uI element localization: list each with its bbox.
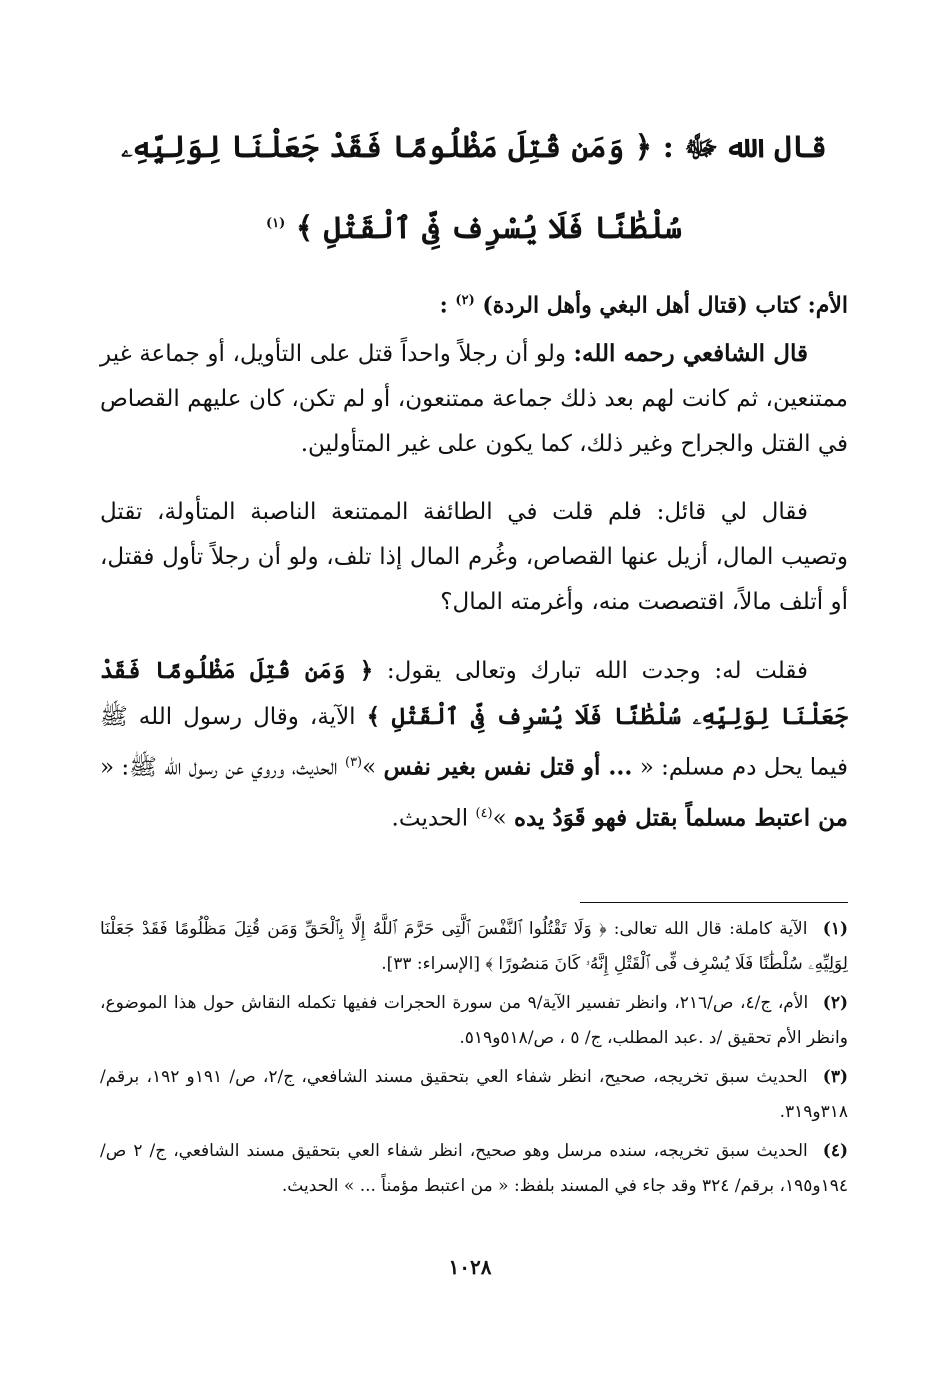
paragraph-1-text: ولو أن رجلاً واحداً قتل على التأويل، أو جماعة غير ممتنعين، ثم كانت لهم بعد ذلك جماعة ممتنعون، أو لم تكن، كان عليهم القصاص في القتل والجراح وغير ذلك، كما يكون على غير المتأولين.: [100, 341, 848, 458]
footnotes: [100, 912, 848, 1208]
footnote-divider: [580, 902, 848, 903]
paragraph-3-footnote-ref-3: (٣): [344, 755, 363, 771]
footnote-text: الحديث سبق تخريجه، سنده مرسل وهو صحيح، انظر شفاء العي بتحقيق مسند الشافعي، ج/ ٢ ص/ ١٩٤و١٩٥، برقم/ ٣٢٤ وقد جاء في المسند بلفظ: « من اعتبط مؤمناً ... » الحديث.: [100, 1141, 848, 1196]
footnote-text: الحديث سبق تخريجه، صحيح، انظر شفاء العي بتحقيق مسند الشافعي، ج/٢، ص/ ١٩١و ١٩٢، برقم/ ٣١٨و٣١٩.: [100, 1067, 848, 1122]
section-title: [100, 281, 848, 325]
paragraph-3-footnote-ref-4: (٤): [475, 805, 493, 821]
paragraph-3-c: »: [362, 754, 377, 781]
footnote-number: (١): [822, 919, 848, 939]
paragraph-3-a: فقلت له: وجدت الله تبارك وتعالى يقول:: [386, 658, 809, 685]
section-footnote-ref: (٢): [455, 293, 475, 308]
heading-ayah: ﴿ وَمَن قُتِلَ مَظْلُومًا فَقَدْ جَعَلْنَا لِوَلِيِّهِۦ سُلْطَٰنًا فَلَا يُسْرِف فِّى ٱلْقَتْلِ ﴾: [121, 130, 682, 246]
heading-lead: قال الله ﷻ :: [662, 130, 827, 165]
footnote-number: (٣): [822, 1067, 849, 1087]
paragraph-3: [100, 648, 848, 841]
footnote-1: [100, 912, 848, 982]
paragraph-2-text: فقال لي قائل: فلم قلت في الطائفة الممتنعة الناصبة المتأولة، تقتل وتصيب المال، أزيل عنها القصاص، وغُرم المال إذا تلف، ولو أن رجلاً تأول فقتل، أو أتلف مالاً، اقتصصت منه، وأغرمته المال؟: [100, 499, 848, 616]
heading-footnote-ref: (١): [266, 216, 286, 231]
section-title-text: الأم: كتاب (قتال أهل البغي وأهل الردة): [482, 292, 848, 319]
paragraph-3-d: الحديث، وروي عن رسول الله ﷺ: «: [100, 754, 338, 781]
page-number: ١٠٢٨: [448, 1255, 492, 1279]
page-body: [100, 110, 848, 865]
paragraph-1-lead: قال الشافعي رحمه الله:: [573, 340, 809, 368]
footnote-text: الآية كاملة: قال الله تعالى: ﴿ وَلَا تَقْتُلُوا ٱلنَّفْسَ ٱلَّتِى حَرَّمَ ٱللَّهُ إِلَّا بِٱلْحَقِّ وَمَن قُتِلَ مَظْلُومًا فَقَدْ جَعَلْنَا لِوَلِيِّهِۦ سُلْطَٰنًا فَلَا يُسْرِف فِّى ٱلْقَتْلِ إِنَّهُۥ كَانَ مَنصُورًا ﴾ [الإسراء: ٣٣].: [100, 919, 848, 974]
quran-verse-heading: [100, 110, 848, 267]
paragraph-1: [100, 331, 848, 467]
footnote-2: [100, 986, 848, 1056]
section-colon: :: [439, 292, 448, 319]
footnote-3: [100, 1060, 848, 1130]
paragraph-3-e: »: [492, 805, 507, 832]
footnote-text: الأم، ج/٤، ص/٢١٦، وانظر تفسير الآية/٩ من سورة الحجرات ففيها تكمله النقاش حول هذا الموضوع، وانظر الأم تحقيق /د .عبد المطلب، ج/ ٥ ، ص/٥١٨و٥١٩.: [100, 993, 848, 1048]
paragraph-3-f: الحديث.: [391, 805, 469, 832]
paragraph-3-hadith-1: ... أو قتل نفس بغير نفس: [383, 753, 633, 781]
paragraph-3-b: الآية، وقال رسول الله ﷺ فيما يحل دم مسلم: «: [100, 704, 849, 781]
footnote-number: (٤): [822, 1141, 849, 1161]
paragraph-3-hadith-2: من اعتبط مسلماً بقتل فهو قَوَدُ يده: [514, 804, 848, 832]
footnote-number: (٢): [822, 993, 849, 1013]
footnote-4: [100, 1134, 848, 1204]
paragraph-3-ayah: ﴿ وَمَن قُتِلَ مَظْلُومًا فَقَدْ جَعَلْنَا لِوَلِيِّهِۦ سُلْطَٰنًا فَلَا يُسْرِف فِّى ٱلْقَتْلِ ﴾: [100, 657, 848, 731]
paragraph-2: [100, 490, 848, 625]
